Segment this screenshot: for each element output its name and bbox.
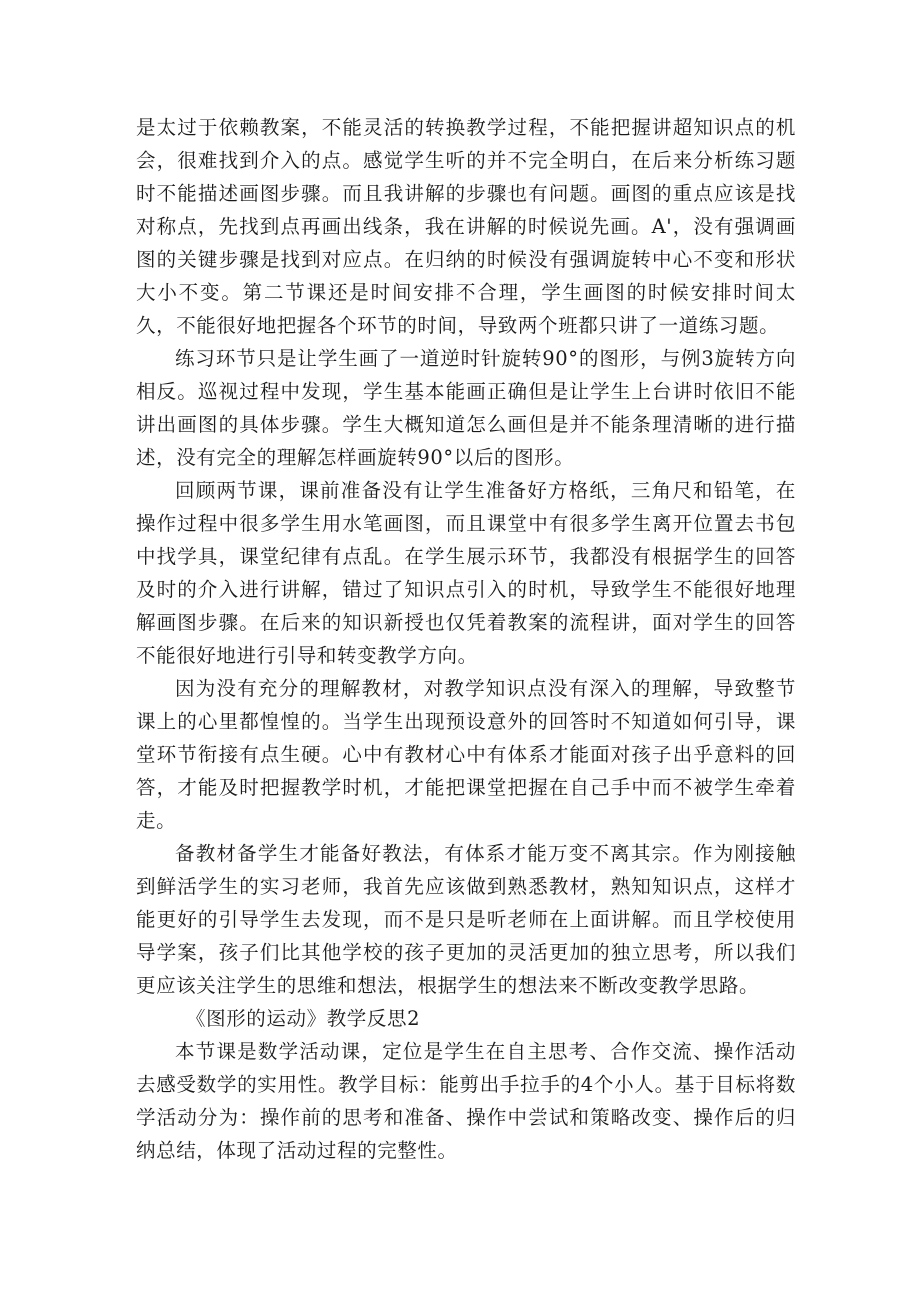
paragraph-3: 回顾两节课，课前准备没有让学生准备好方格纸，三角尺和铅笔，在操作过程中很多学生用水笔画图，而且课堂中有很多学生离开位置去书包中找学具，课堂纪律有点乱。在学生展示环节，我都没有根据学生的回答及时的介入进行讲解，错过了知识点引入的时机，导致学生不能很好地理解画图步骤。在后来的知识新授也仅凭着教案的流程讲，面对学生的回答不能很好地进行引导和转变教学方向。 <box>136 479 796 667</box>
paragraph-1: 是太过于依赖教案，不能灵活的转换教学过程，不能把握讲超知识点的机会，很难找到介入的点。感觉学生听的并不完全明白，在后来分析练习题时不能描述画图步骤。而且我讲解的步骤也有问题。画图的重点应该是找对称点，先找到点再画出线条，我在讲解的时候说先画。A'，没有强调画图的关键步骤是找到对应点。在归纳的时候没有强调旋转中心不变和形状大小不变。第二节课还是时间安排不合理，学生画图的时候安排时间太久，不能很好地把握各个环节的时间，导致两个班都只讲了一道练习题。 <box>136 116 796 337</box>
paragraph-5: 备教材备学生才能备好教法，有体系才能万变不离其宗。作为刚接触到鲜活学生的实习老师，我首先应该做到熟悉教材，熟知知识点，这样才能更好的引导学生去发现，而不是只是听老师在上面讲解。而且学校使用导学案，孩子们比其他学校的孩子更加的灵活更加的独立思考，所以我们更应该关注学生的思维和想法，根据学生的想法来不断改变教学思路。 <box>136 842 796 997</box>
section-heading: 《图形的运动》教学反思2 <box>186 1007 421 1030</box>
paragraph-6: 本节课是数学活动课，定位是学生在自主思考、合作交流、操作活动去感受数学的实用性。教学目标：能剪出手拉手的4个小人。基于目标将数学活动分为：操作前的思考和准备、操作中尝试和策略改变、操作后的归纳总结，体现了活动过程的完整性。 <box>136 1040 796 1162</box>
paragraph-4: 因为没有充分的理解教材，对教学知识点没有深入的理解，导致整节课上的心里都惶惶的。当学生出现预设意外的回答时不知道如何引导，课堂环节衔接有点生硬。心中有教材心中有体系才能面对孩子出乎意料的回答，才能及时把握教学时机，才能把课堂把握在自己手中而不被学生牵着走。 <box>136 677 796 832</box>
document-body <box>136 111 796 1167</box>
paragraph-2: 练习环节只是让学生画了一道逆时针旋转90°的图形，与例3旋转方向相反。巡视过程中发现，学生基本能画正确但是让学生上台讲时依旧不能讲出画图的具体步骤。学生大概知道怎么画但是并不能条理清晰的进行描述，没有完全的理解怎样画旋转90°以后的图形。 <box>136 347 796 469</box>
